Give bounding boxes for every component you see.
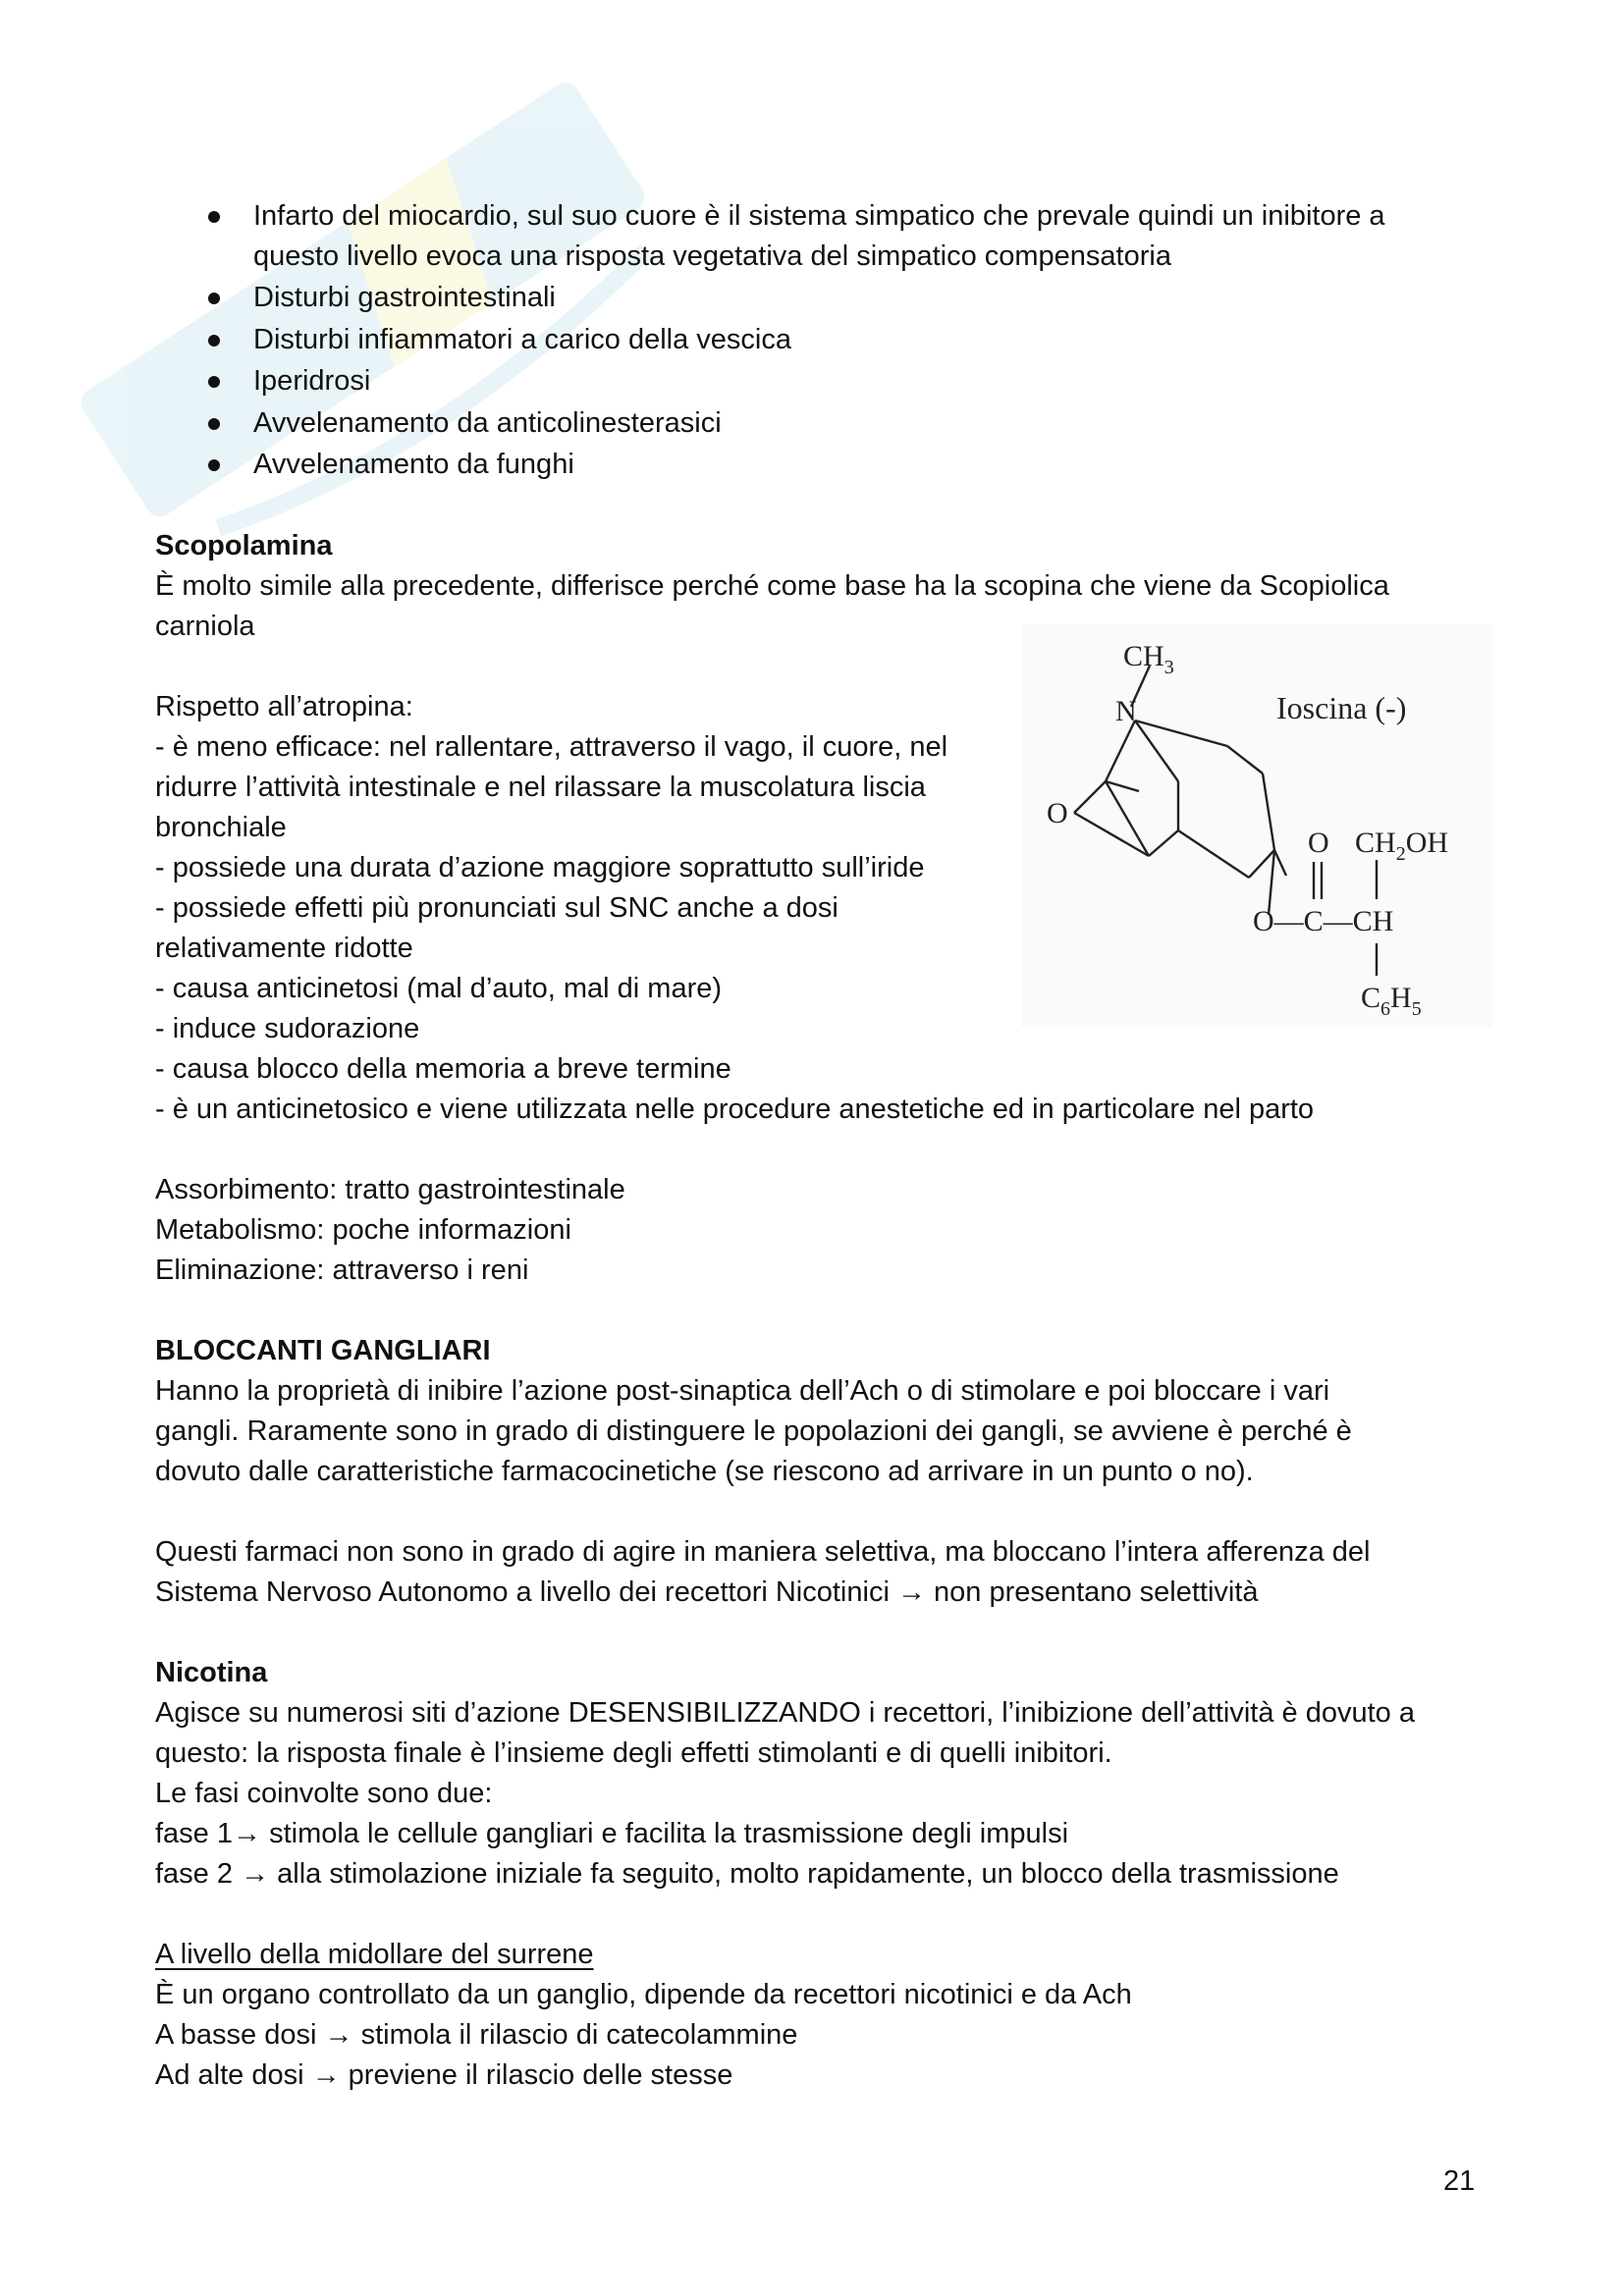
paragraph-line: questo: la risposta finale è l’insieme degli effetti stimolanti e di quelli inibitori.	[155, 1737, 1112, 1769]
bullet-icon	[208, 293, 220, 304]
list-item: Disturbi gastrointestinali	[253, 282, 556, 313]
dose-line: Ad alte dosi → previene il rilascio delle stesse	[155, 2059, 733, 2091]
paragraph-line: È un organo controllato da un ganglio, dipende da recettori nicotinici e da Ach	[155, 1979, 1132, 2010]
list-item-continuation: questo livello evoca una risposta vegetativa del simpatico compensatoria	[253, 240, 1171, 272]
ester-chain-label: O—C—CH	[1253, 905, 1394, 937]
pharmacokinetics-line: Eliminazione: attraverso i reni	[155, 1255, 529, 1286]
bullet-icon	[208, 335, 220, 347]
subsection-heading-surrene: A livello della midollare del surrene	[155, 1939, 594, 1970]
pharmacokinetics-line: Metabolismo: poche informazioni	[155, 1214, 571, 1246]
arrow-icon: →	[896, 1576, 926, 1608]
arrow-icon: →	[311, 2059, 341, 2091]
section-heading-bloccanti: BLOCCANTI GANGLIARI	[155, 1335, 491, 1366]
arrow-icon: →	[324, 2019, 353, 2051]
pharmacokinetics-line: Assorbimento: tratto gastrointestinale	[155, 1174, 625, 1205]
ch3-label: $CH_3$	[1123, 640, 1174, 678]
bullet-icon	[208, 376, 220, 388]
comparison-line: - possiede una durata d’azione maggiore soprattutto sull’iride	[155, 852, 925, 883]
phase-line: fase 1→ stimola le cellule gangliari e facilita la trasmissione degli impulsi	[155, 1818, 1069, 1849]
bullet-icon	[208, 459, 220, 471]
paragraph-line: Hanno la proprietà di inibire l’azione post-sinaptica dell’Ach o di stimolare e poi bloccare i vari	[155, 1375, 1330, 1407]
paragraph-line: Questi farmaci non sono in grado di agire in maniera selettiva, ma bloccano l’intera afferenza del	[155, 1536, 1371, 1568]
bullet-icon	[208, 211, 220, 223]
phase-line: fase 2 → alla stimolazione iniziale fa seguito, molto rapidamente, un blocco della trasmissione	[155, 1858, 1339, 1890]
paragraph-line: Agisce su numerosi siti d’azione DESENSIBILIZZANDO i recettori, l’inibizione dell’attività è dovuto a	[155, 1697, 1415, 1729]
list-item: Infarto del miocardio, sul suo cuore è il sistema simpatico che prevale quindi un inibitore a	[253, 200, 1385, 232]
list-item: Avvelenamento da funghi	[253, 449, 574, 480]
comparison-line: - è meno efficace: nel rallentare, attraverso il vago, il cuore, nel	[155, 731, 948, 763]
comparison-line: ridurre l’attività intestinale e nel rilassare la muscolatura liscia	[155, 772, 926, 803]
epoxide-o-label: O	[1047, 797, 1068, 829]
page-number: 21	[1443, 2165, 1476, 2197]
paragraph-line: gangli. Raramente sono in grado di distinguere le popolazioni dei gangli, se avviene è perché è	[155, 1415, 1352, 1447]
ioscina-structure-figure	[1021, 624, 1492, 1027]
list-item: Avvelenamento da anticolinesterasici	[253, 407, 722, 439]
comparison-line: - induce sudorazione	[155, 1013, 420, 1044]
n-label: N	[1115, 695, 1137, 727]
dose-line: A basse dosi → stimola il rilascio di catecolammine	[155, 2019, 798, 2051]
paragraph-line: Le fasi coinvolte sono due:	[155, 1778, 493, 1809]
comparison-line: relativamente ridotte	[155, 933, 413, 964]
arrow-icon: →	[233, 1818, 261, 1849]
comparison-line: - causa anticinetosi (mal d’auto, mal di mare)	[155, 973, 723, 1004]
paragraph-line: dovuto dalle caratteristiche farmacocinetiche (se riescono ad arrivare in un punto o no).	[155, 1456, 1254, 1487]
c6h5-label: $C_6H_5$	[1361, 982, 1422, 1020]
comparison-line: - è un anticinetosico e viene utilizzata nelle procedure anestetiche ed in particolare nel parto	[155, 1094, 1315, 1125]
list-item: Disturbi infiammatori a carico della vescica	[253, 324, 791, 355]
comparison-line: - possiede effetti più pronunciati sul SNC anche a dosi	[155, 892, 839, 924]
comparison-title: Rispetto all’atropina:	[155, 691, 413, 722]
paragraph-line: carniola	[155, 611, 255, 642]
section-heading-scopolamina: Scopolamina	[155, 530, 333, 561]
arrow-icon: →	[241, 1858, 270, 1890]
comparison-line: bronchiale	[155, 812, 287, 843]
structure-name-label: Ioscina (-)	[1276, 690, 1407, 725]
comparison-line: - causa blocco della memoria a breve termine	[155, 1053, 731, 1085]
bullet-icon	[208, 418, 220, 430]
ch2oh-label: $CH_2OH$	[1355, 827, 1449, 865]
section-heading-nicotina: Nicotina	[155, 1657, 268, 1688]
paragraph-line: È molto simile alla precedente, differisce perché come base ha la scopina che viene da Scopiolica	[155, 570, 1389, 602]
paragraph-line-with-arrow: Sistema Nervoso Autonomo a livello dei recettori Nicotinici → non presentano selettività	[155, 1576, 1259, 1608]
list-item: Iperidrosi	[253, 365, 371, 397]
carbonyl-o-label: O	[1308, 827, 1329, 859]
